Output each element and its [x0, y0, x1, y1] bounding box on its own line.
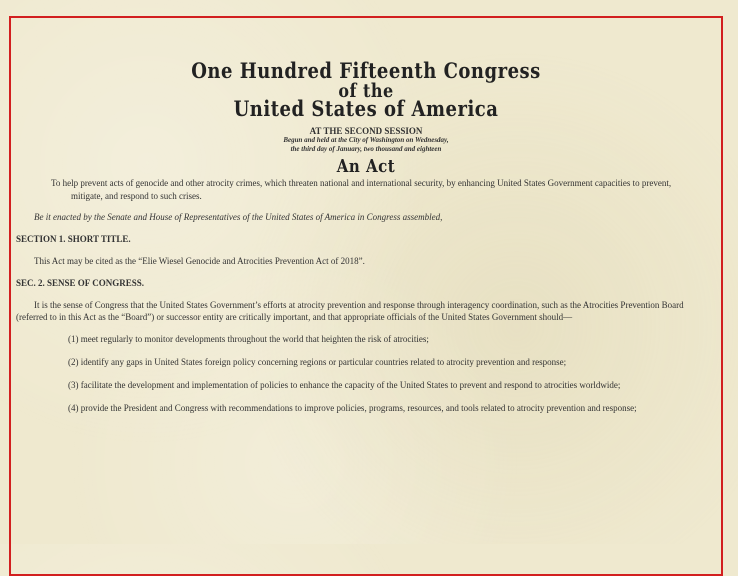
section-1-text: This Act may be cited as the “Elie Wiesel Genocide and Atrocities Prevention Act of 2018”.: [34, 256, 365, 266]
begun-line-2: the third day of January, two thousand and eighteen: [290, 145, 442, 153]
document-header: [16, 59, 716, 177]
section-2-item-1: (1) meet regularly to monitor developments throughout the world that heighten the risk of atrocities;: [68, 334, 429, 344]
act-title: An Act: [336, 155, 396, 177]
enacting-clause: Be it enacted by the Senate and House of Representatives of the United States of America in Congress assembled,: [34, 212, 443, 222]
section-2-item-4: (4) provide the President and Congress with recommendations to improve policies, programs, resources, and tools related to atrocity prevention and response;: [68, 403, 637, 413]
congress-of-the: of the: [338, 79, 394, 102]
purpose-statement: To help prevent acts of genocide and other atrocity crimes, which threaten national and international security, by enhancing United States Government capacities to prevent, mitigate, and respond to such crises.: [51, 178, 672, 201]
session-heading: AT THE SECOND SESSION: [309, 126, 423, 136]
section-2-heading: SEC. 2. SENSE OF CONGRESS.: [16, 278, 144, 288]
congress-title: One Hundred Fifteenth Congress: [191, 59, 541, 84]
section-1-heading: SECTION 1. SHORT TITLE.: [16, 234, 131, 244]
document-body: [16, 60, 716, 425]
section-2-item-2: (2) identify any gaps in United States foreign policy concerning regions or particular countries related to atrocity prevention and response;: [68, 357, 567, 367]
begun-line-1: Begun and held at the City of Washington on Wednesday,: [283, 136, 449, 144]
country-title: United States of America: [233, 97, 499, 122]
section-2-text: It is the sense of Congress that the United States Government’s efforts at atrocity prevention and response through interagency coordination, such as the Atrocities Prevention Board (referred to in this Act as the “Board”) or successor entity are critically important, and that appropriate officials of the United States Government should—: [16, 300, 684, 322]
section-2-item-3: (3) facilitate the development and implementation of policies to enhance the capacity of the United States to prevent and respond to atrocities worldwide;: [68, 380, 621, 390]
